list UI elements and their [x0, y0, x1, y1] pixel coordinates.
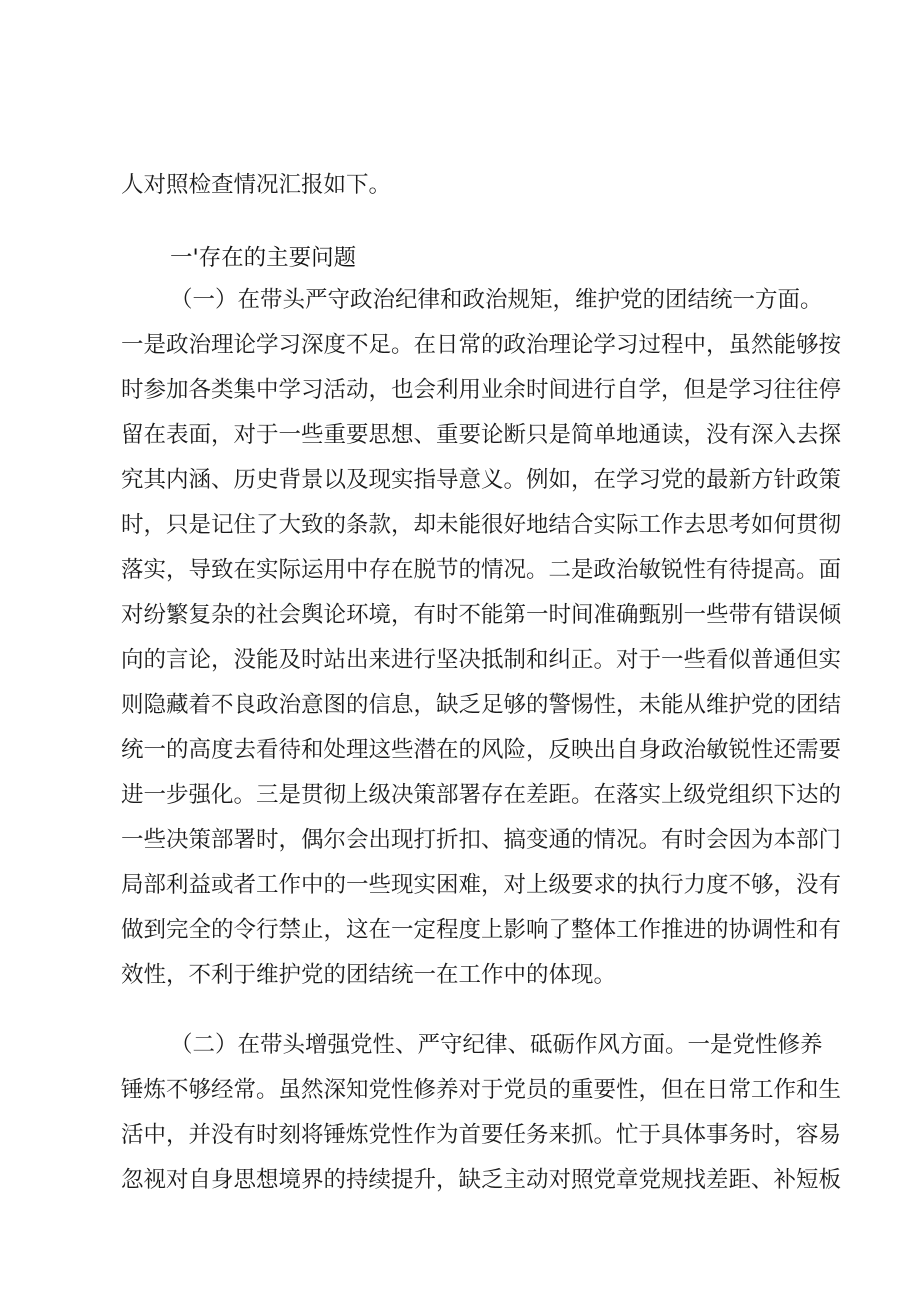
section-heading: 一'存在的主要问题 [170, 245, 357, 271]
paragraph-line: 留在表面，对于一些重要思想、重要论断只是简单地通读，没有深入去探 [121, 422, 842, 448]
paragraph-line: 则隐藏着不良政治意图的信息，缺乏足够的警惕性，未能从维护党的团结 [121, 692, 842, 718]
paragraph-line: （一）在带头严守政治纪律和政治规矩，维护党的团结统一方面。 [170, 287, 823, 313]
paragraph-line: 进一步强化。三是贯彻上级决策部署存在差距。在落实上级党组织下达的 [121, 782, 842, 808]
paragraph-line: （二）在带头增强党性、严守纪律、砥砺作风方面。一是党性修养 [170, 1032, 823, 1058]
paragraph-line: 究其内涵、历史背景以及现实指导意义。例如，在学习党的最新方针政策 [121, 467, 842, 493]
paragraph-line: 一是政治理论学习深度不足。在日常的政治理论学习过程中，虽然能够按 [121, 332, 842, 358]
paragraph-line: 活中，并没有时刻将锤炼党性作为首要任务来抓。忙于具体事务时，容易 [121, 1122, 842, 1148]
paragraph-line: 对纷繁复杂的社会舆论环境，有时不能第一时间准确甄别一些带有错误倾 [121, 602, 842, 628]
intro-line: 人对照检查情况汇报如下。 [121, 172, 392, 198]
paragraph-line: 忽视对自身思想境界的持续提升，缺乏主动对照党章党规找差距、补短板 [121, 1167, 842, 1193]
paragraph-line: 统一的高度去看待和处理这些潜在的风险，反映出自身政治敏锐性还需要 [121, 737, 842, 763]
paragraph-line: 效性，不利于维护党的团结统一在工作中的体现。 [121, 962, 617, 988]
paragraph-line: 做到完全的令行禁止，这在一定程度上影响了整体工作推进的协调性和有 [121, 917, 842, 943]
paragraph-line: 一些决策部署时，偶尔会出现打折扣、搞变通的情况。有时会因为本部门 [121, 827, 842, 853]
paragraph-line: 落实，导致在实际运用中存在脱节的情况。二是政治敏锐性有待提高。面 [121, 557, 842, 583]
paragraph-line: 时参加各类集中学习活动，也会利用业余时间进行自学，但是学习往往停 [121, 377, 842, 403]
paragraph-line: 局部利益或者工作中的一些现实困难，对上级要求的执行力度不够，没有 [121, 872, 842, 898]
paragraph-line: 时，只是记住了大致的条款，却未能很好地结合实际工作去思考如何贯彻 [121, 512, 842, 538]
paragraph-line: 锤炼不够经常。虽然深知党性修养对于党员的重要性，但在日常工作和生 [121, 1077, 842, 1103]
paragraph-line: 向的言论，没能及时站出来进行坚决抵制和纠正。对于一些看似普通但实 [121, 647, 842, 673]
